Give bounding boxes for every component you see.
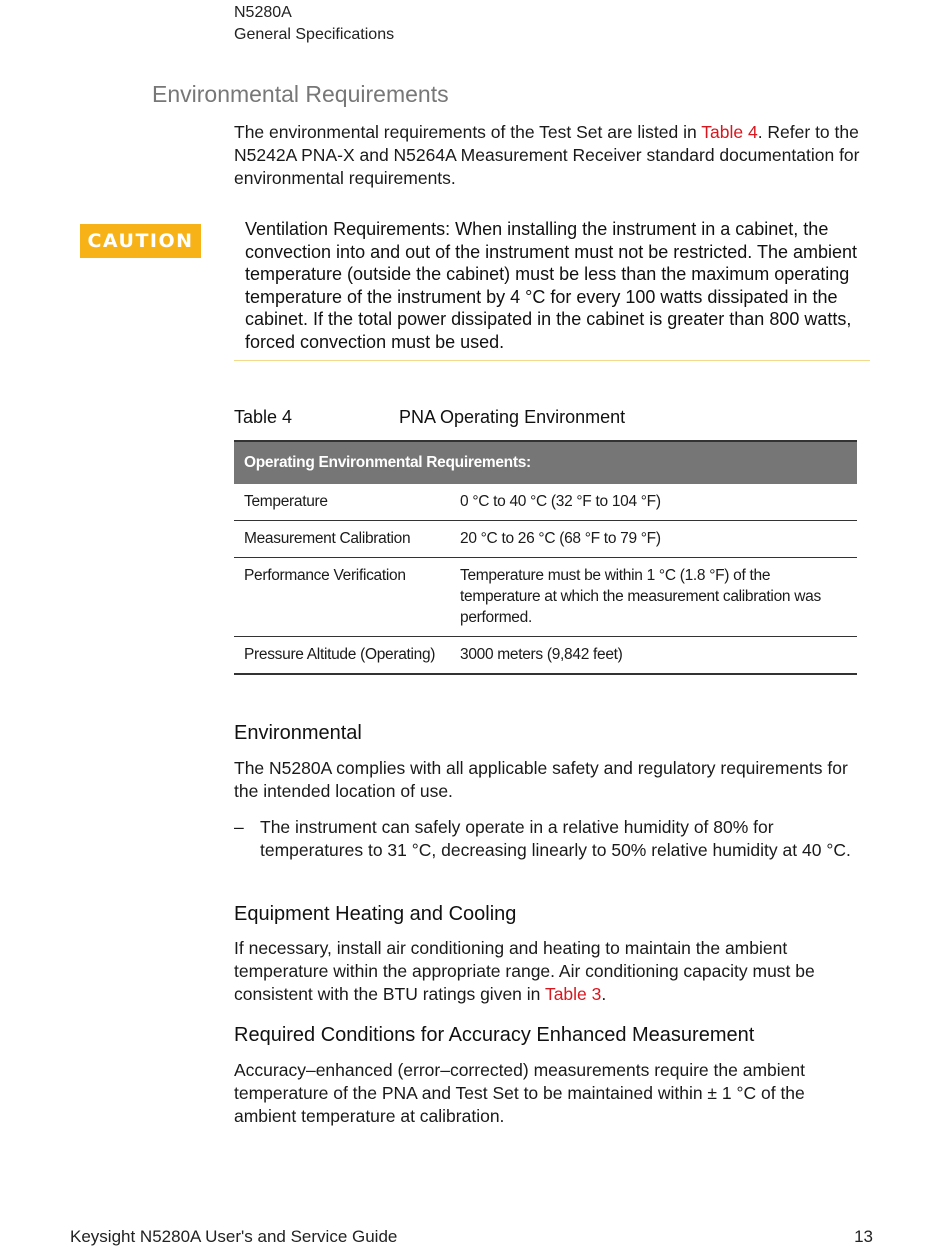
table-4-link[interactable]: Table 4 bbox=[701, 122, 758, 142]
header-section: General Specifications bbox=[234, 26, 395, 43]
caution-badge: CAUTION bbox=[80, 224, 201, 258]
bullet-dash: – bbox=[234, 817, 244, 837]
row-value: Temperature must be within 1 °C (1.8 °F) of the temperature at which the measurement calibration was performed. bbox=[450, 558, 857, 637]
table-title: PNA Operating Environment bbox=[399, 407, 626, 427]
environment-table bbox=[234, 440, 857, 675]
row-label: Performance Verification bbox=[234, 558, 450, 637]
row-value: 0 °C to 40 °C (32 °F to 104 °F) bbox=[450, 484, 857, 521]
table-row bbox=[234, 637, 857, 675]
accuracy-heading: Required Conditions for Accuracy Enhanced Measurement bbox=[234, 1024, 755, 1046]
row-label: Measurement Calibration bbox=[234, 521, 450, 558]
table-header: Operating Environmental Requirements: bbox=[234, 441, 857, 484]
row-label: Temperature bbox=[234, 484, 450, 521]
heating-text-after: . bbox=[601, 984, 607, 1004]
table-row bbox=[234, 521, 857, 558]
header-model: N5280A bbox=[234, 4, 292, 21]
table-header-row bbox=[234, 441, 857, 484]
row-label: Pressure Altitude (Operating) bbox=[234, 637, 450, 675]
environmental-paragraph: The N5280A complies with all applicable safety and regulatory requirements for the intended location of use. bbox=[234, 758, 848, 801]
intro-paragraph bbox=[234, 121, 864, 190]
heating-heading: Equipment Heating and Cooling bbox=[234, 903, 517, 925]
bullet-text: The instrument can safely operate in a relative humidity of 80% for temperatures to 31 °C, decreasing linearly to 50% relative humidity at 40 °C. bbox=[260, 817, 851, 860]
section-heading: Environmental Requirements bbox=[152, 81, 449, 107]
footer-page-number: 13 bbox=[854, 1227, 873, 1246]
heating-paragraph bbox=[234, 937, 864, 1006]
table-row bbox=[234, 484, 857, 521]
footer-guide-title: Keysight N5280A User's and Service Guide bbox=[70, 1227, 398, 1246]
row-value: 20 °C to 26 °C (68 °F to 79 °F) bbox=[450, 521, 857, 558]
table-3-link[interactable]: Table 3 bbox=[544, 984, 602, 1004]
caution-divider bbox=[234, 360, 870, 361]
caution-text: Ventilation Requirements: When installing the instrument in a cabinet, the convection into and out of the instrument must not be restricted. The ambient temperature (outside the cabinet) must be less than the maximum operating temperature of the instrument by 4 °C for every 100 watts dissipated in the cabinet. If the total power dissipated in the cabinet is greater than 800 watts, forced convection must be used. bbox=[245, 219, 858, 352]
table-number: Table 4 bbox=[234, 407, 293, 427]
environmental-heading: Environmental bbox=[234, 722, 362, 744]
accuracy-paragraph: Accuracy–enhanced (error–corrected) measurements require the ambient temperature of the PNA and Test Set to be maintained within ± 1 °C of the ambient temperature at calibration. bbox=[234, 1060, 805, 1126]
heating-text-before: If necessary, install air conditioning and heating to maintain the ambient temperature within the appropriate range. Air conditioning capacity must be consistent with the BTU ratings given in bbox=[234, 938, 815, 1004]
intro-text-after: . Refer to the N5242A PNA-X and N5264A Measurement Receiver standard documentation for environmental requirements. bbox=[234, 122, 860, 188]
intro-text-before: The environmental requirements of the Test Set are listed in bbox=[234, 122, 702, 142]
row-value: 3000 meters (9,842 feet) bbox=[450, 637, 857, 675]
table-row bbox=[234, 558, 857, 637]
